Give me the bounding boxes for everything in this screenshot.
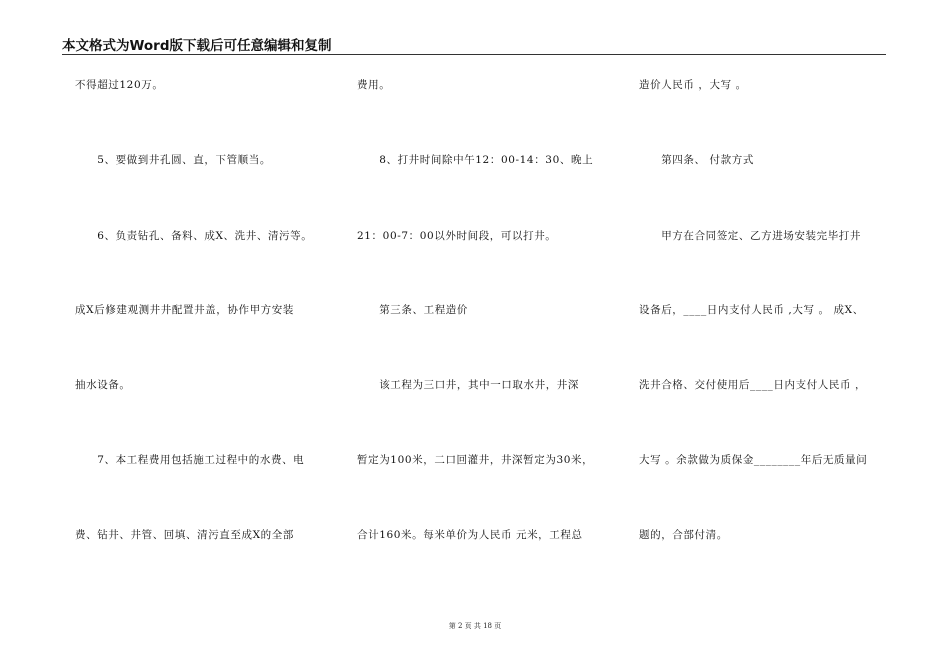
- text-line: 该工程为三口井，其中一口取水井，井深: [357, 379, 579, 391]
- page-number-footer: 第 2 页 共 18 页: [448, 622, 502, 630]
- text-line: 不得超过120万。: [75, 79, 164, 91]
- text-column-2: [357, 0, 617, 672]
- text-line: 设备后，____日内支付人民币 ,大写 。 成X、: [639, 304, 864, 316]
- text-line: 题的，合部付清。: [639, 529, 728, 541]
- text-line: 洗井合格、交付使用后____日内支付人民币 ，: [639, 379, 867, 391]
- header-title: 本文格式为Word版下载后可任意编辑和复制: [62, 38, 332, 54]
- text-line: 成X后修建观测井井配置井盖，协作甲方安装: [75, 304, 294, 316]
- text-line: 造价人民币 ，大写 。: [639, 79, 747, 91]
- text-line: 6、负责钻孔、备料、成X、洗井、清污等。: [75, 230, 313, 242]
- text-line: 5、要做到井孔圆、直，下管顺当。: [75, 154, 271, 166]
- text-line: 8、打井时间除中午12：00-14：30、晚上: [357, 154, 594, 166]
- text-line: 费、钻井、井管、回填、清污直至成X的全部: [75, 529, 294, 541]
- text-column-3: [639, 0, 889, 672]
- text-line: 7、本工程费用包括施工过程中的水费、电: [75, 454, 305, 466]
- text-column-1: [75, 0, 335, 672]
- text-line: 第三条、工程造价: [357, 304, 468, 316]
- text-line: 暂定为100米，二口回灌井，井深暂定为30米，: [357, 454, 594, 466]
- text-line: 大写 。余款做为质保金________年后无质量问: [639, 454, 868, 466]
- text-line: 合计160米。每米单价为人民币 元米，工程总: [357, 529, 583, 541]
- text-line: 抽水设备。: [75, 379, 131, 391]
- text-line: 21：00-7：00以外时间段，可以打井。: [357, 230, 557, 242]
- text-line: 费用。: [357, 79, 391, 91]
- text-line: 甲方在合同签定、乙方进场安装完毕打井: [639, 230, 861, 242]
- text-line: 第四条、 付款方式: [639, 154, 754, 166]
